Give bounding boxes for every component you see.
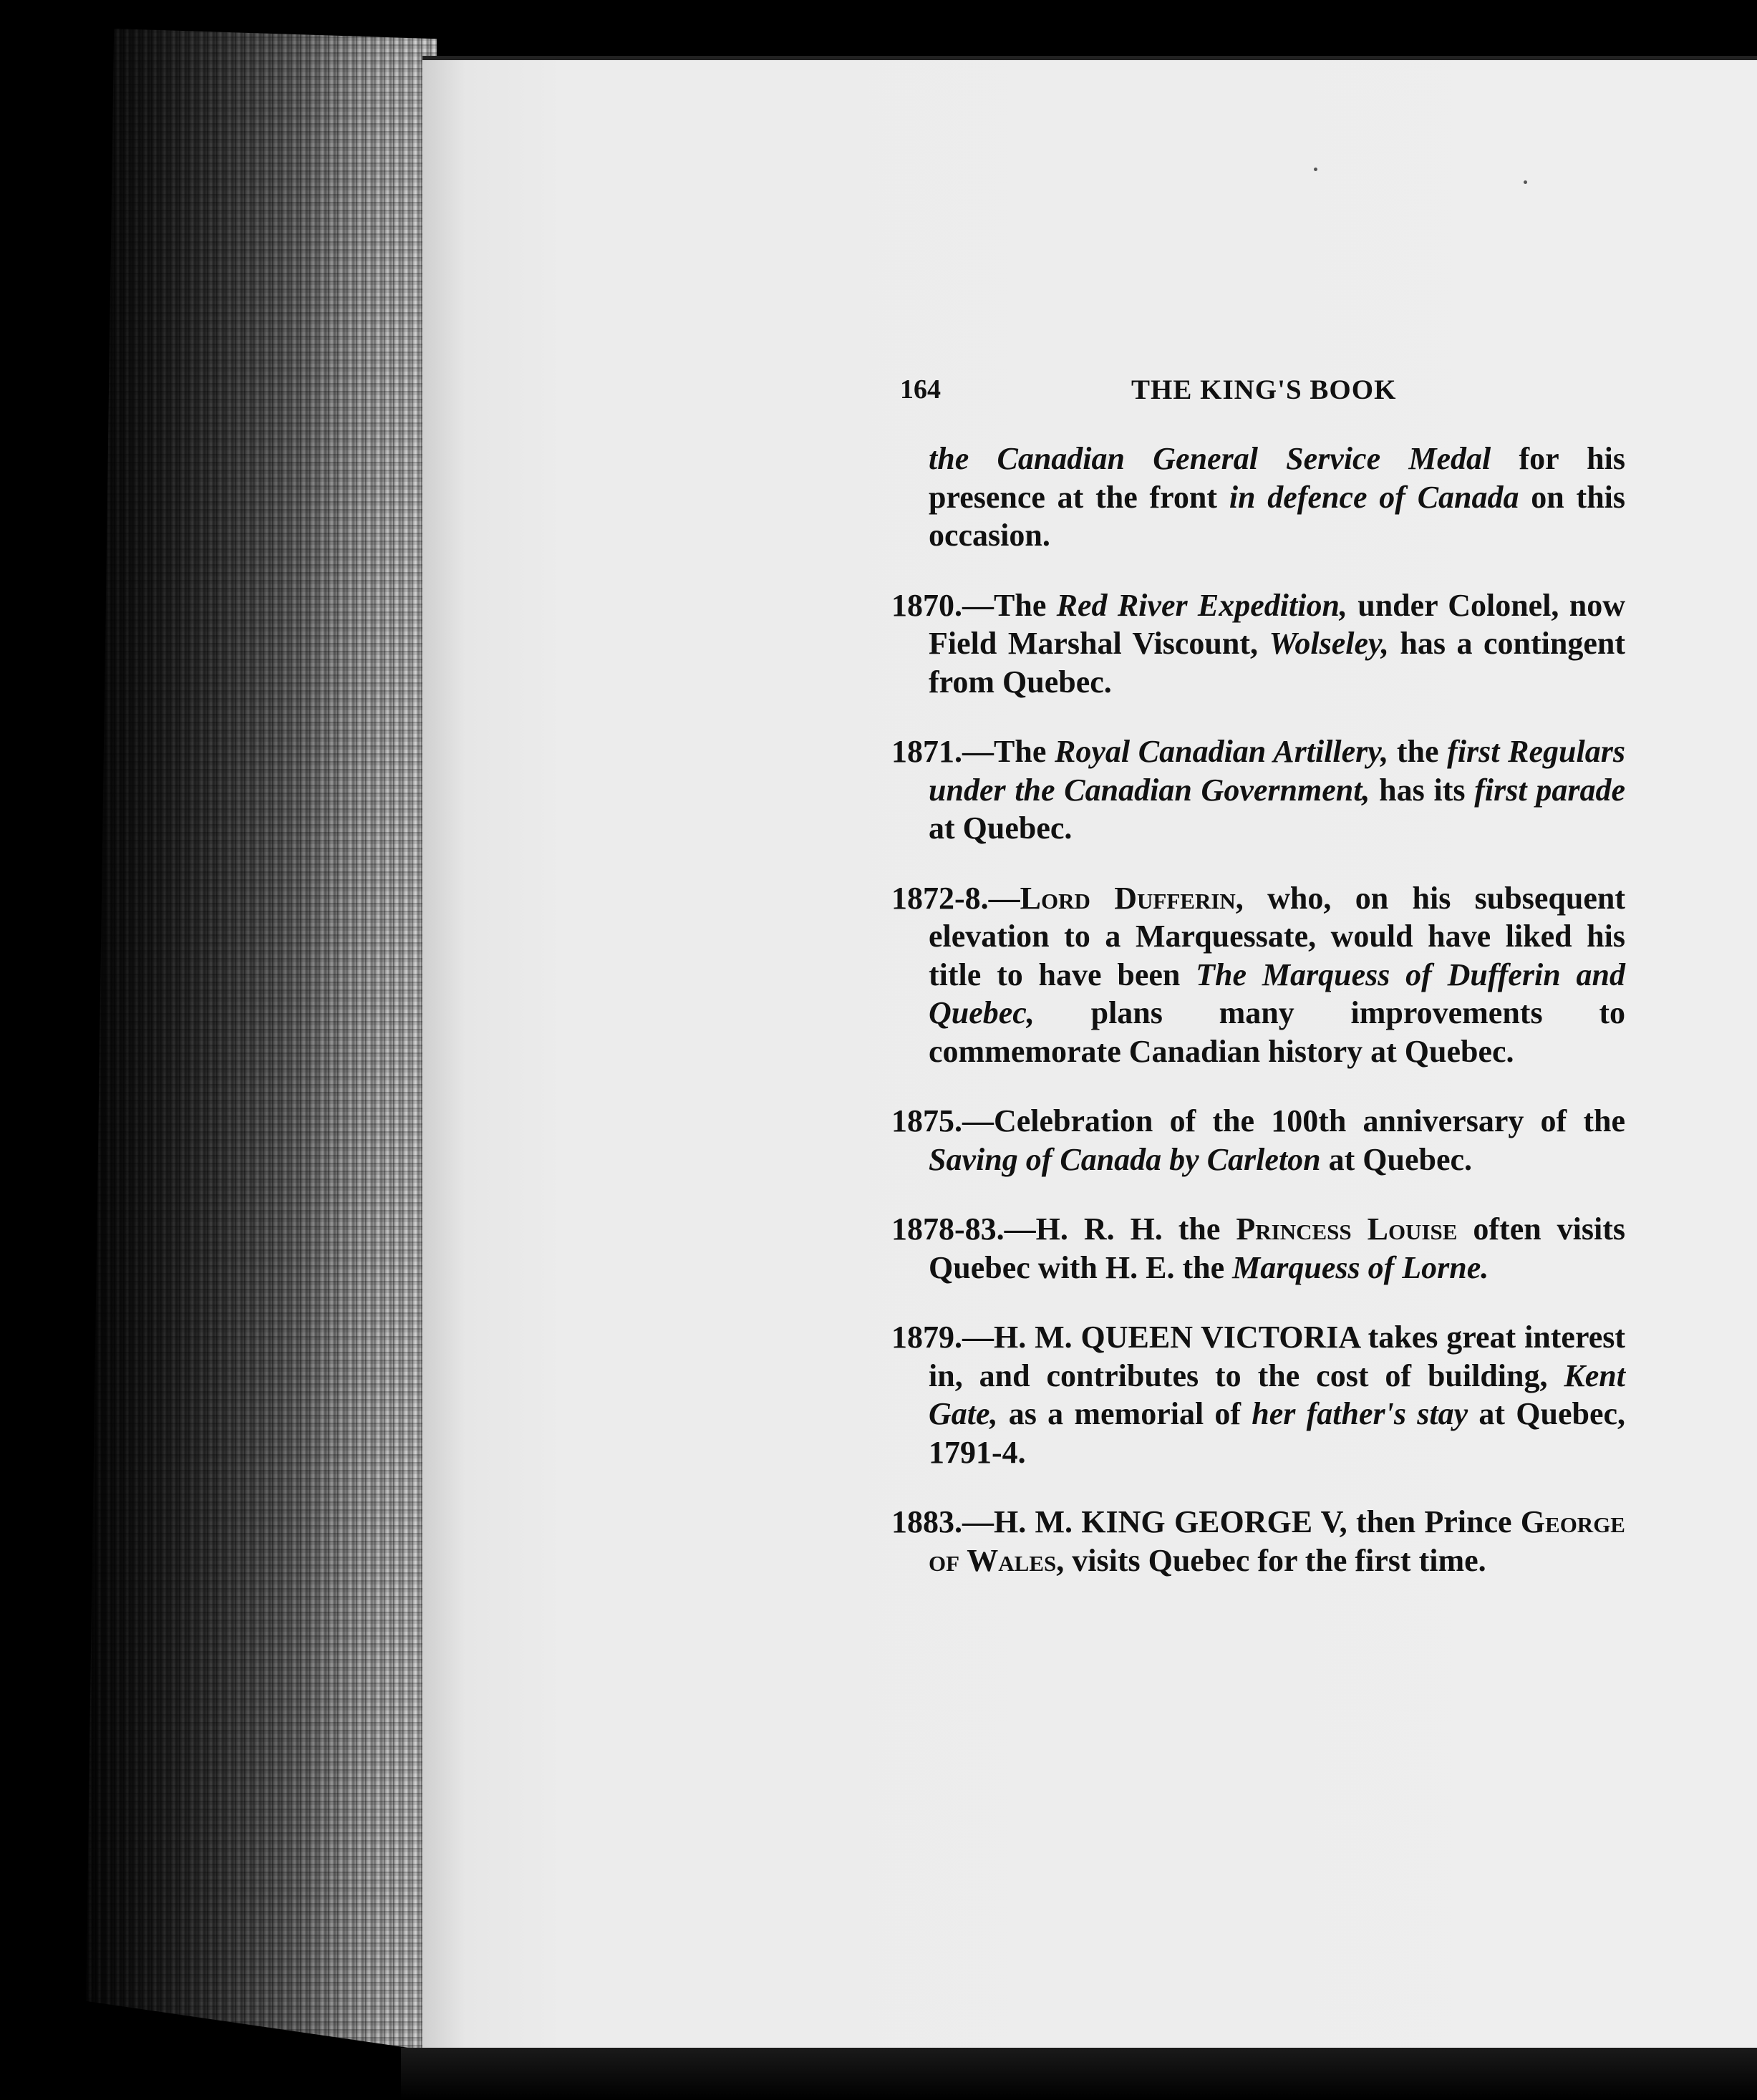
entry-text: , visits Quebec for the first time. [1056,1542,1486,1578]
entry-continuation [891,440,1625,555]
entry-text: 1878-83.—H. R. H. the [891,1211,1236,1247]
entry-text: 1879.—H. M. QUEEN VICTORIA takes great interest in, and contributes to the cost of building, [891,1320,1625,1393]
entry-1879 [891,1318,1625,1471]
entry-text: has a contingent from Quebec. [929,626,1625,700]
entry-text: 1875.—Celebration of the 100th anniversary of the [891,1103,1625,1138]
page-bottom-shadow [401,2048,1757,2100]
entry-text: the [1388,734,1448,769]
entry-text-italic: first Regulars under the Canadian Government, [929,734,1625,808]
entry-text-italic: The Marquess of Dufferin and Quebec, [929,957,1625,1030]
page-text [891,365,1625,1598]
entry-text-italic: Red River Expedition, [1056,587,1347,623]
entry-text-smallcaps: Lord Dufferin [1020,880,1236,916]
entry-text: 1871.—The [891,734,1055,769]
entry-text: as a memorial of [997,1396,1252,1431]
entry-text-italic: Marquess of Lorne. [1232,1249,1489,1285]
running-head [891,365,1625,408]
book-title: THE KING'S BOOK [1131,374,1397,405]
entry-text: 1872-8.— [891,880,1020,916]
paper-speck [1314,168,1317,171]
entry-1883 [891,1503,1625,1579]
entry-text-italic: first parade [1474,772,1626,808]
entry-text-italic: Kent Gate, [929,1358,1625,1431]
paper-speck [1524,180,1527,184]
entry-text: 1870.—The [891,587,1057,623]
entry-text-smallcaps: George of Wales [929,1504,1625,1578]
entry-text-italic: Royal Canadian Artillery, [1055,734,1389,769]
entry-1871 [891,732,1625,848]
entry-1875 [891,1102,1625,1179]
book-page-edges [86,29,437,2062]
entry-text: 1883.—H. M. KING GEORGE V, then Prince [891,1504,1521,1539]
entry-text-italic: the Canadian General Service Medal [929,441,1491,476]
entry-text: under Colonel, now Field Marshal Viscount, [929,587,1625,661]
entry-text: on this occasion. [929,479,1626,553]
page-number: 164 [900,374,941,405]
entry-1872-8 [891,879,1625,1071]
entry-text: plans many improvements to commemorate Canadian history at Quebec. [929,995,1625,1069]
entry-text: often visits Quebec with H. E. the [929,1211,1626,1285]
entry-text: at Quebec. [1320,1141,1473,1177]
entry-text-smallcaps: Princess Louise [1236,1211,1458,1247]
entry-text-italic: Saving of Canada by Carleton [929,1141,1321,1177]
entry-1878-83 [891,1210,1625,1287]
entry-text: at Quebec, 1791-4. [929,1396,1625,1470]
entry-1870 [891,586,1625,702]
entry-text: at Quebec. [929,811,1073,846]
entry-text: , who, on his subsequent elevation to a Marquessate, would have liked his title to have been [929,880,1625,992]
entry-text-italic: Wolseley, [1269,626,1389,661]
entry-text-italic: her father's stay [1252,1396,1468,1431]
entry-text-italic: in defence of Canada [1229,479,1519,515]
entry-text: for his presence at the front [929,441,1625,515]
entry-text: has its [1370,772,1475,808]
